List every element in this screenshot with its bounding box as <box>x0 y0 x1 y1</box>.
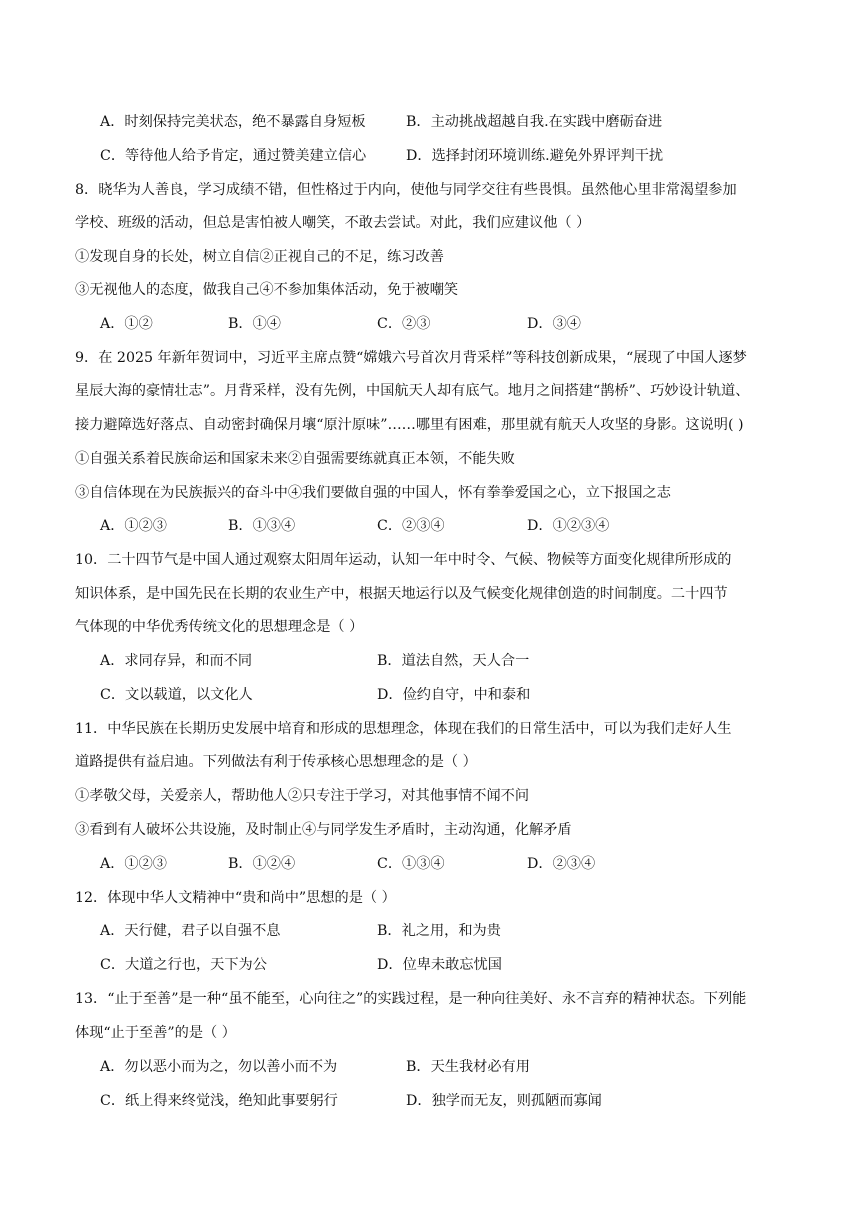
q9-stem-line-1: 9．在 2025 年新年贺词中，习近平主席点赞“嫦娥六号首次月背采样”等科技创新成果，“展现了中国人逐梦 <box>75 350 747 366</box>
q12-stem-line-1: 12．体现中华人文精神中“贵和尚中”思想的是（ ） <box>75 890 396 906</box>
q7-option-a: A．时刻保持完美状态，绝不暴露自身短板 <box>100 114 366 130</box>
q9-stem-line-3: 接力避障选好落点、自动密封确保月壤“原汁原味”……哪里有困难，那里就有航天人攻坚的身影。这说明( ) <box>75 417 744 433</box>
q13-stem-line-2: 体现“止于至善”的是（ ） <box>75 1025 236 1041</box>
q13-option-d: D．独学而无友，则孤陋而寡闻 <box>406 1093 602 1109</box>
q9-option-d: D．①②③④ <box>527 518 610 534</box>
q10-option-c: C．文以载道，以文化人 <box>100 687 253 703</box>
q10-option-d: D．俭约自守，中和泰和 <box>377 687 531 703</box>
q8-option-b: B．①④ <box>228 316 281 332</box>
q10-stem-line-1: 10．二十四节气是中国人通过观察太阳周年运动，认知一年中时令、气候、物候等方面变化规律所形成的 <box>75 552 732 568</box>
q11-stem-line-1: 11．中华民族在长期历史发展中培育和形成的思想理念，体现在我们的日常生活中，可以为我们走好人生 <box>75 721 732 737</box>
q9-option-c: C．②③④ <box>377 518 445 534</box>
q11-option-a: A．①②③ <box>100 856 167 872</box>
q9-item-line-1: ①自强关系着民族命运和国家未来②自强需要练就真正本领，不能失败 <box>75 451 515 467</box>
q10-option-b: B．道法自然，天人合一 <box>377 653 530 669</box>
q11-option-d: D．②③④ <box>527 856 596 872</box>
q10-option-a: A．求同存异，和而不同 <box>100 653 253 669</box>
q11-item-line-2: ③看到有人破坏公共设施，及时制止④与同学发生矛盾时，主动沟通，化解矛盾 <box>75 822 572 838</box>
q11-option-c: C．①③④ <box>377 856 445 872</box>
q12-option-a: A．天行健，君子以自强不息 <box>100 923 281 939</box>
q8-item-line-2: ③无视他人的态度，做我自己④不参加集体活动，免于被嘲笑 <box>75 282 459 298</box>
q11-option-b: B．①②④ <box>228 856 296 872</box>
q7-option-c: C．等待他人给予肯定，通过赞美建立信心 <box>100 148 367 164</box>
q7-option-b: B．主动挑战超越自我.在实践中磨砺奋进 <box>406 114 663 130</box>
q9-option-b: B．①③④ <box>228 518 296 534</box>
q12-option-b: B．礼之用，和为贵 <box>377 923 501 939</box>
q12-option-c: C．大道之行也，天下为公 <box>100 957 267 973</box>
q9-stem-line-2: 星辰大海的豪情壮志”。月背采样，没有先例，中国航天人却有底气。地月之间搭建“鹊桥”、巧妙设计轨道、 <box>75 383 750 399</box>
q8-option-a: A．①② <box>100 316 153 332</box>
q7-option-d: D．选择封闭环境训练.避免外界评判干扰 <box>406 148 664 164</box>
q8-item-line-1: ①发现自身的长处，树立自信②正视自己的不足，练习改善 <box>75 249 444 265</box>
q12-option-d: D．位卑未敢忘忧国 <box>377 957 502 973</box>
q8-stem-line-2: 学校、班级的活动，但总是害怕被人嘲笑，不敢去尝试。对此，我们应建议他（ ） <box>75 215 591 231</box>
q8-option-c: C．②③ <box>377 316 431 332</box>
q8-option-d: D．③④ <box>527 316 581 332</box>
q10-stem-line-3: 气体现的中华优秀传统文化的思想理念是（ ） <box>75 619 364 635</box>
q9-item-line-2: ③自信体现在为民族振兴的奋斗中④我们要做自强的中国人，怀有拳拳爱国之心，立下报国之志 <box>75 485 671 501</box>
q13-stem-line-1: 13．“止于至善”是一种“虽不能至，心向往之”的实践过程，是一种向往美好、永不言弃的精神状态。下列能 <box>75 991 747 1007</box>
q13-option-b: B．天生我材必有用 <box>406 1059 530 1075</box>
q8-stem-line-1: 8．晓华为人善良，学习成绩不错，但性格过于内向，使他与同学交往有些畏惧。虽然他心里非常渴望参加 <box>75 182 737 198</box>
q11-item-line-1: ①孝敬父母，关爱亲人，帮助他人②只专注于学习，对其他事情不闻不问 <box>75 788 530 804</box>
q13-option-c: C．纸上得来终觉浅，绝知此事要躬行 <box>100 1093 338 1109</box>
q10-stem-line-2: 知识体系，是中国先民在长期的农业生产中，根据天地运行以及气候变化规律创造的时间制度。二十四节 <box>75 586 728 602</box>
q13-option-a: A．勿以恶小而为之，勿以善小而不为 <box>100 1059 338 1075</box>
q9-option-a: A．①②③ <box>100 518 167 534</box>
q11-stem-line-2: 道路提供有益启迪。下列做法有利于传承核心思想理念的是（ ） <box>75 754 477 770</box>
